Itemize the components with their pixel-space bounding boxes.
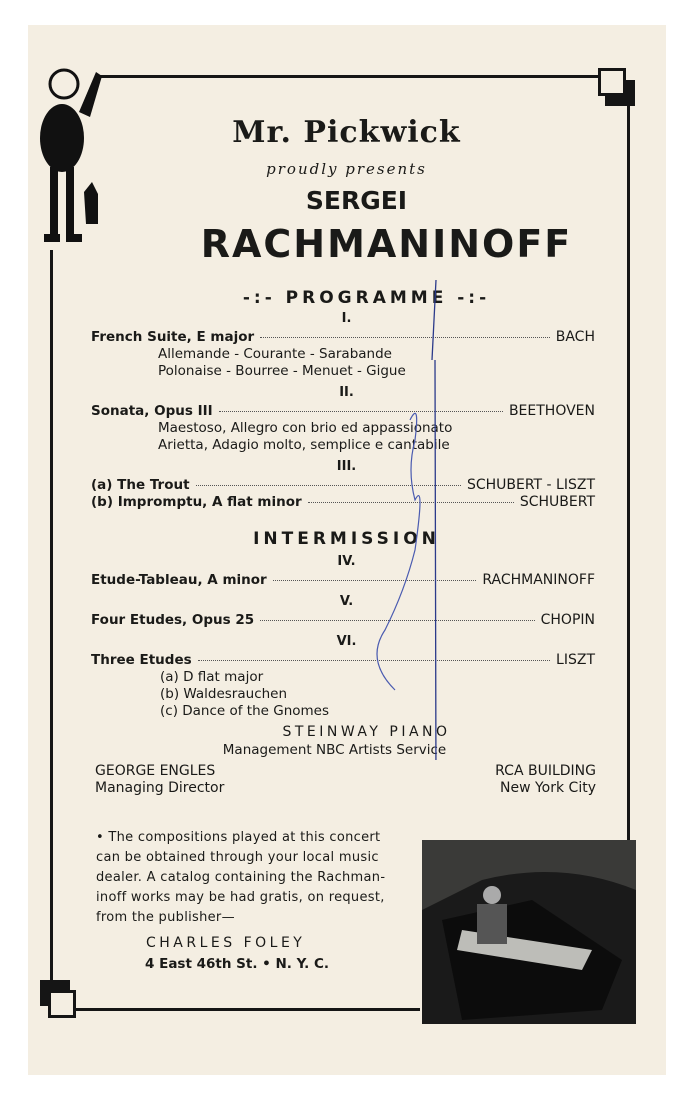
piece-title: French Suite, E major xyxy=(91,329,255,345)
piece-title: Etude-Tableau, A minor xyxy=(91,572,267,588)
note-line: inoff works may be had gratis, on request, xyxy=(96,890,385,905)
border-top xyxy=(100,75,615,78)
section-numeral: IV. xyxy=(337,554,356,569)
city: New York City xyxy=(500,780,596,796)
autograph-signature xyxy=(370,280,490,760)
intermission: INTERMISSION xyxy=(253,529,440,549)
publisher-address: 4 East 46th St. • N. Y. C. xyxy=(145,956,330,972)
piece-detail: Polonaise - Bourree - Menuet - Gigue xyxy=(158,363,406,379)
management: Management NBC Artists Service xyxy=(222,742,447,758)
programme-item xyxy=(91,572,595,588)
composer: BEETHOVEN xyxy=(508,403,595,419)
note-line: dealer. A catalog containing the Rachman- xyxy=(96,870,386,885)
pianist-photo xyxy=(422,840,636,1024)
piece-detail: (b) Waldesrauchen xyxy=(160,686,288,702)
publisher-note xyxy=(96,828,385,928)
note-line: from the publisher— xyxy=(96,910,235,925)
section-numeral: VI. xyxy=(336,634,357,649)
programme-item xyxy=(91,477,595,493)
composer: SCHUBERT xyxy=(519,494,595,510)
piece-detail: Arietta, Adagio molto, semplice e cantabile xyxy=(158,437,450,453)
presenter: Mr. Pickwick xyxy=(232,115,461,150)
manager-name: GEORGE ENGLES xyxy=(95,763,216,779)
programme-item xyxy=(91,494,595,510)
piece-detail: (a) D flat major xyxy=(160,669,264,685)
piece-detail: Maestoso, Allegro con brio ed appassionato xyxy=(158,420,453,436)
corner-square-top-right xyxy=(598,68,626,96)
composer: BACH xyxy=(555,329,595,345)
note-line: • The compositions played at this concert xyxy=(96,830,381,845)
composer: RACHMANINOFF xyxy=(482,572,595,588)
programme-item xyxy=(91,329,595,345)
piece-detail: (c) Dance of the Gnomes xyxy=(160,703,330,719)
composer: LISZT xyxy=(556,652,595,668)
piece-title: Three Etudes xyxy=(91,652,192,668)
section-numeral: I. xyxy=(341,311,352,326)
piece-title: (a) The Trout xyxy=(91,477,190,493)
building: RCA BUILDING xyxy=(495,763,596,779)
border-left xyxy=(50,250,53,990)
border-bottom xyxy=(75,1008,420,1011)
manager-title: Managing Director xyxy=(95,780,225,796)
section-numeral: III. xyxy=(336,459,357,474)
programme-item xyxy=(91,652,595,668)
tagline: proudly presents xyxy=(266,160,427,178)
note-line: can be obtained through your local music xyxy=(96,850,379,865)
publisher: CHARLES FOLEY xyxy=(146,935,306,951)
composer: CHOPIN xyxy=(540,612,595,628)
piece-title: (b) Impromptu, A flat minor xyxy=(91,494,302,510)
programme-heading: -:- PROGRAMME -:- xyxy=(242,288,491,308)
piece-title: Sonata, Opus III xyxy=(91,403,213,419)
first-name: SERGEI xyxy=(305,186,408,215)
programme-item xyxy=(91,612,595,628)
section-numeral: V. xyxy=(339,594,354,609)
section-numeral: II. xyxy=(339,385,354,400)
piano: STEINWAY PIANO xyxy=(282,724,451,740)
piece-title: Four Etudes, Opus 25 xyxy=(91,612,255,628)
last-name: RACHMANINOFF xyxy=(200,222,573,266)
corner-square-bottom-left xyxy=(48,990,76,1018)
piece-detail: Allemande - Courante - Sarabande xyxy=(158,346,392,362)
composer: SCHUBERT - LISZT xyxy=(466,477,595,493)
programme-item xyxy=(91,403,595,419)
